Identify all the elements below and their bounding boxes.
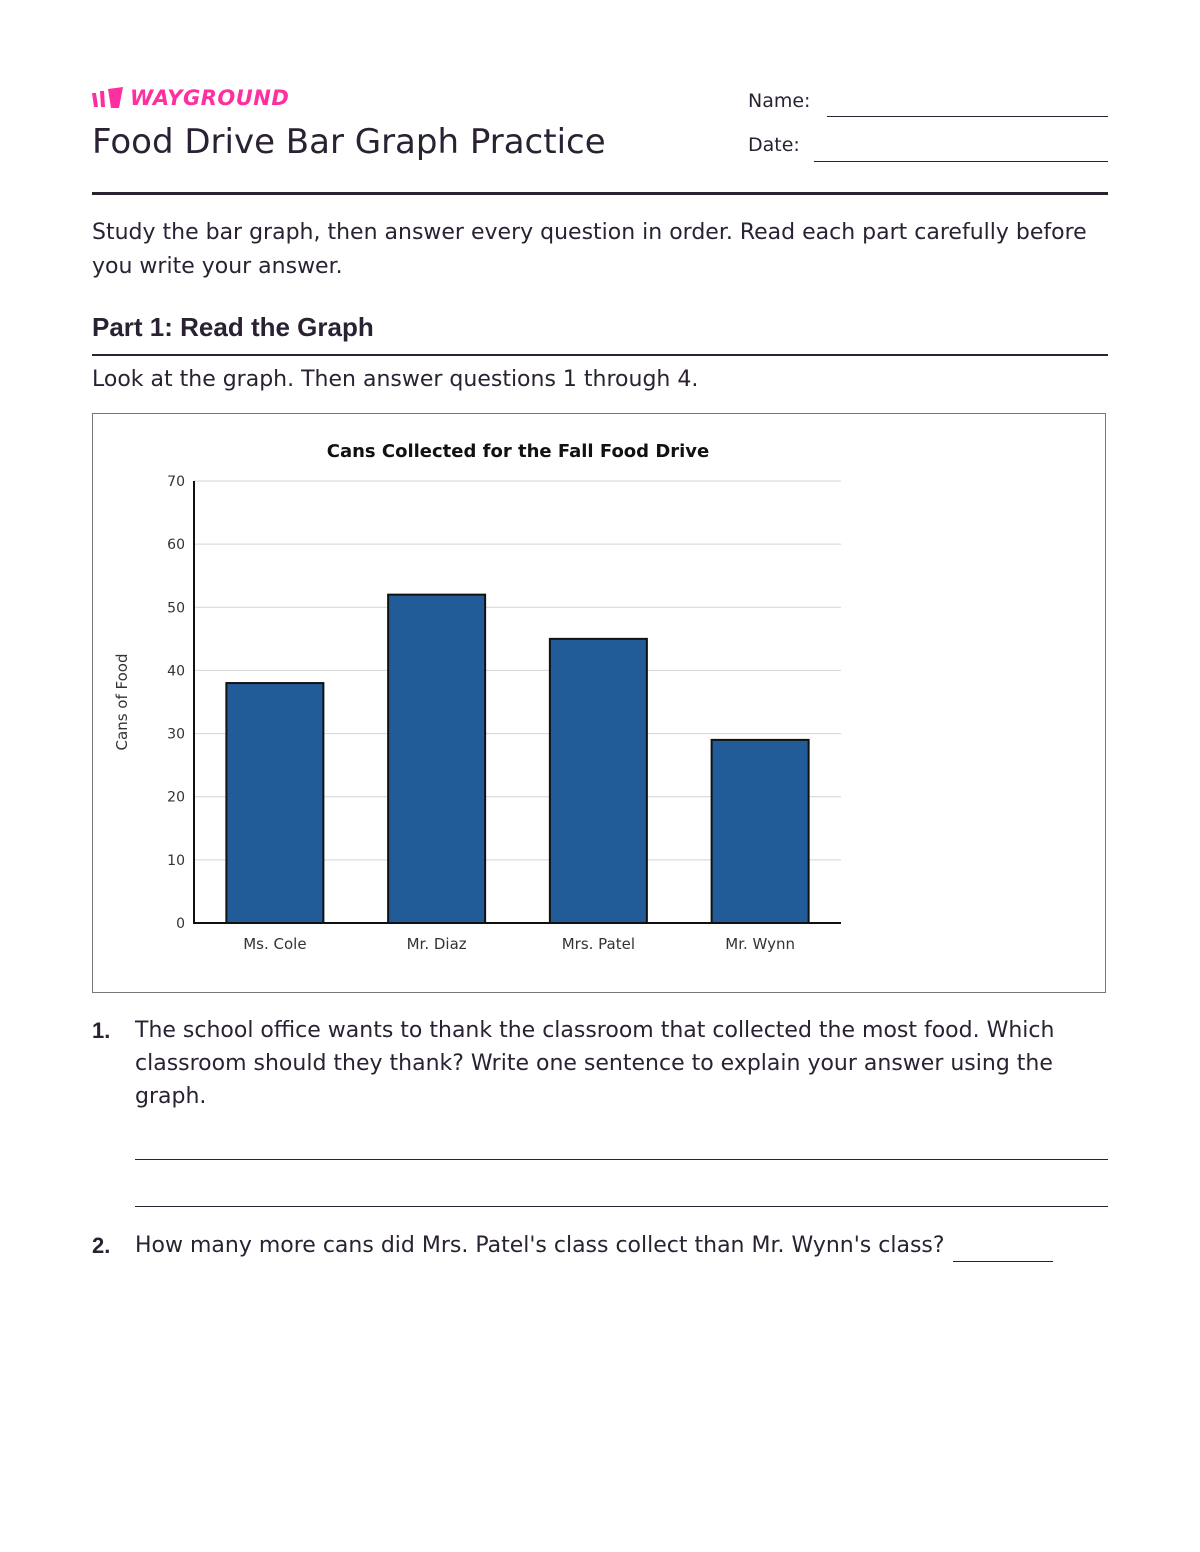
question-2-text: How many more cans did Mrs. Patel's class collect than Mr. Wynn's class? bbox=[135, 1233, 945, 1258]
x-tick-label: Mr. Wynn bbox=[725, 935, 795, 953]
wayground-logo bbox=[92, 86, 289, 110]
question-1-answer-line-2[interactable] bbox=[135, 1206, 1108, 1207]
question-2-answer-blank[interactable] bbox=[953, 1261, 1053, 1262]
y-tick-label: 70 bbox=[167, 474, 185, 490]
question-1-text: The school office wants to thank the classroom that collected the most food. Which classroom should they thank? Write one sentence to explain your answer using the graph. bbox=[135, 1018, 1055, 1109]
question-1-answer-line-1[interactable] bbox=[135, 1159, 1108, 1160]
y-tick-label: 30 bbox=[167, 726, 185, 743]
header-divider bbox=[92, 192, 1108, 195]
bar bbox=[712, 740, 809, 923]
y-tick-label: 20 bbox=[167, 789, 185, 806]
page-title: Food Drive Bar Graph Practice bbox=[92, 122, 606, 162]
question-1 bbox=[92, 1014, 1108, 1113]
date-label: Date: bbox=[748, 134, 800, 156]
question-2-number: 2. bbox=[92, 1233, 111, 1258]
date-field[interactable] bbox=[814, 161, 1108, 162]
part-1-divider bbox=[92, 354, 1108, 356]
name-field[interactable] bbox=[827, 116, 1108, 117]
intro-text: Study the bar graph, then answer every question in order. Read each part carefully before you write your answer. bbox=[92, 220, 1087, 279]
part-1-heading: Part 1: Read the Graph bbox=[92, 312, 374, 342]
bar bbox=[388, 595, 485, 923]
bar-chart-frame bbox=[92, 413, 1106, 993]
question-1-number: 1. bbox=[92, 1018, 111, 1043]
x-tick-label: Mr. Diaz bbox=[406, 935, 467, 953]
x-tick-label: Mrs. Patel bbox=[561, 935, 636, 953]
bar bbox=[550, 639, 647, 923]
name-label: Name: bbox=[748, 90, 811, 112]
x-tick-label: Ms. Cole bbox=[243, 935, 307, 953]
wayground-logo-icon bbox=[92, 87, 124, 109]
y-tick-label: 0 bbox=[176, 916, 185, 932]
logo-text: WAYGROUND bbox=[130, 86, 290, 110]
y-axis-label: Cans of Food bbox=[113, 653, 131, 751]
bar bbox=[226, 683, 323, 923]
chart-title: Cans Collected for the Fall Food Drive bbox=[326, 441, 710, 462]
part-1-instructions: Look at the graph. Then answer questions 1 through 4. bbox=[92, 367, 699, 392]
y-tick-label: 50 bbox=[167, 600, 185, 617]
y-tick-label: 10 bbox=[167, 852, 185, 869]
y-tick-label: 40 bbox=[167, 663, 185, 680]
bar-chart bbox=[93, 414, 1107, 994]
question-2 bbox=[92, 1229, 1108, 1262]
y-tick-label: 60 bbox=[167, 537, 185, 554]
